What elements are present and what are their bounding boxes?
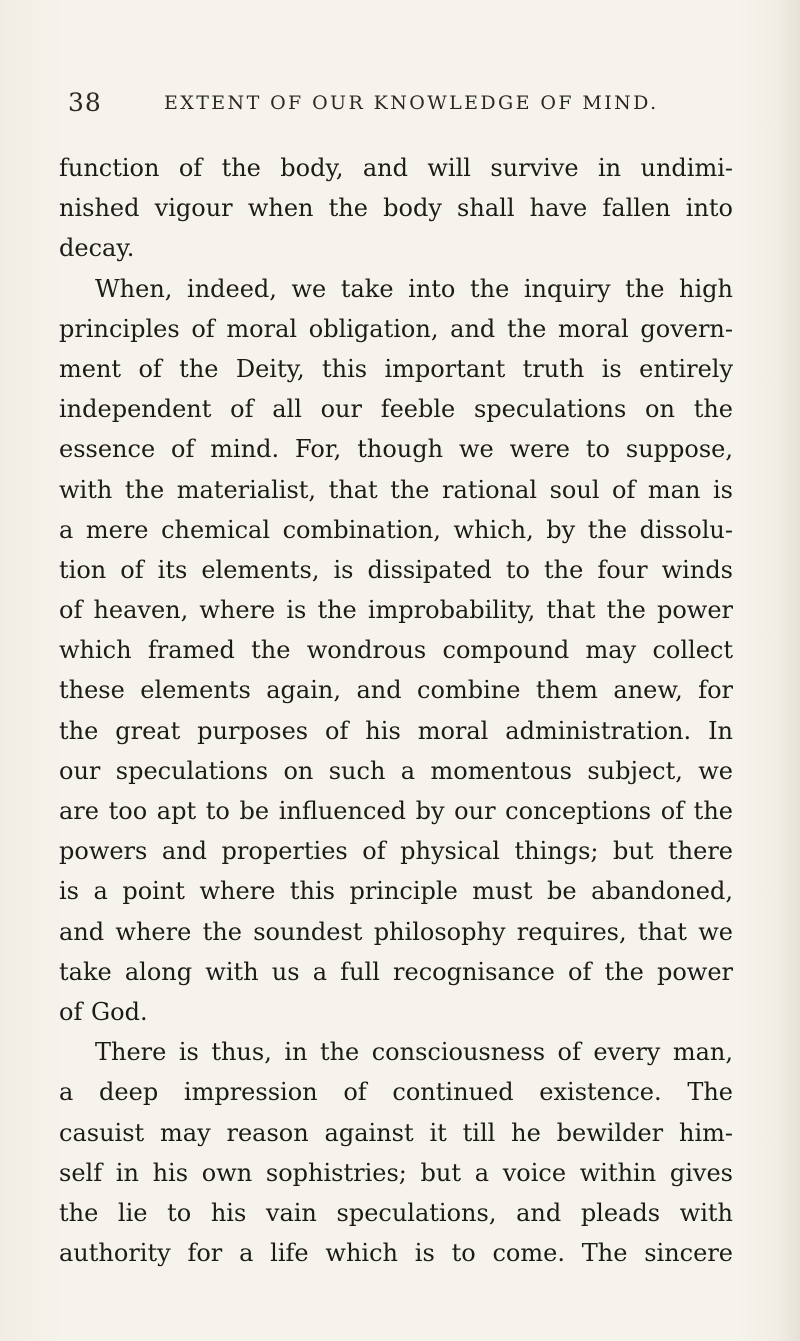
text-line: a mere chemical combination, which, by the dissolu- [59, 515, 733, 544]
text-line: casuist may reason against it till he bewilder him- [59, 1118, 733, 1147]
text-line: ment of the Deity, this important truth is entirely [59, 354, 733, 383]
text-line: self in his own sophistries; but a voice within gives [59, 1158, 733, 1187]
page-number: 38 [68, 88, 102, 117]
text-line: and where the soundest philosophy requires, that we [59, 917, 733, 946]
paragraph-start-line: When, indeed, we take into the inquiry the high [95, 274, 733, 303]
text-line: decay. [59, 234, 135, 263]
text-line: take along with us a full recognisance of the power [59, 957, 733, 986]
text-line: which framed the wondrous compound may collect [59, 636, 733, 665]
text-line: our speculations on such a momentous subject, we [59, 756, 733, 785]
text-line: principles of moral obligation, and the moral govern- [59, 314, 733, 343]
text-line: with the materialist, that the rational soul of man is [59, 475, 733, 504]
text-line: these elements again, and combine them anew, for [59, 676, 733, 705]
text-line: function of the body, and will survive in undimi- [59, 154, 733, 182]
text-line: the lie to his vain speculations, and pleads with [59, 1198, 733, 1227]
text-line: are too apt to be influenced by our conceptions of the [59, 797, 733, 825]
text-line: powers and properties of physical things; but there [59, 837, 733, 866]
text-line: essence of mind. For, though we were to suppose, [59, 435, 733, 464]
text-line: is a point where this principle must be abandoned, [59, 877, 733, 906]
text-line: independent of all our feeble speculations on the [59, 395, 733, 424]
text-line: a deep impression of continued existence. The [59, 1078, 733, 1107]
text-line: nished vigour when the body shall have fallen into [59, 194, 733, 223]
running-header [68, 88, 708, 128]
page-edge-shadow [778, 0, 800, 1341]
body-text [59, 148, 733, 1273]
text-line: tion of its elements, is dissipated to the four winds [59, 555, 733, 584]
paragraph-start-line: There is thus, in the consciousness of every man, [95, 1038, 733, 1067]
text-line: authority for a life which is to come. The sincere [59, 1239, 733, 1268]
text-line: of God. [59, 997, 148, 1026]
text-line: the great purposes of his moral administration. In [59, 716, 733, 745]
text-line: of heaven, where is the improbability, that the power [59, 596, 733, 625]
running-title: EXTENT OF OUR KNOWLEDGE OF MIND. [164, 92, 659, 114]
